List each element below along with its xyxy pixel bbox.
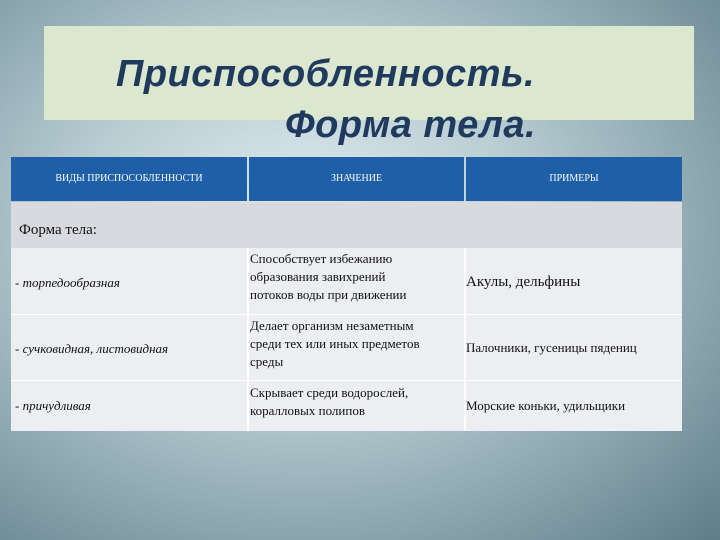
page-title-line-2: Форма тела. xyxy=(285,104,537,146)
row-2-meaning-line-2: среди тех или иных предметов xyxy=(250,336,420,351)
row-2-meaning-line-1: Делает организм незаметным xyxy=(250,318,414,333)
column-divider xyxy=(247,248,249,431)
title-box xyxy=(44,26,694,146)
row-1-meaning xyxy=(250,250,468,304)
adaptation-table xyxy=(11,157,682,431)
row-3-kind: - причудливая xyxy=(15,398,91,413)
section-band xyxy=(11,202,682,248)
page-title-line-1: Приспособленность. xyxy=(116,53,536,95)
row-3-example: Морские коньки, удильщики xyxy=(466,398,626,413)
row-3-meaning xyxy=(250,384,468,420)
header-meaning: ЗНАЧЕНИЕ xyxy=(249,157,464,201)
row-3-meaning-line-1: Скрывает среди водорослей, xyxy=(250,385,409,400)
row-divider xyxy=(11,314,682,315)
row-2-kind: - сучковидная, листовидная xyxy=(15,341,169,356)
header-kinds: ВИДЫ ПРИСПОСОБЛЕННОСТИ xyxy=(11,157,247,201)
row-1-meaning-line-3: потоков воды при движении xyxy=(250,287,407,302)
row-2-meaning xyxy=(250,317,468,371)
row-1-kind: - торпедообразная xyxy=(15,275,120,290)
row-1-meaning-line-1: Способствует избежанию xyxy=(250,251,393,266)
row-2-example: Палочники, гусеницы пядениц xyxy=(466,340,637,355)
header-examples: ПРИМЕРЫ xyxy=(466,157,682,201)
row-1-example: Акулы, дельфины xyxy=(466,274,581,290)
section-label: Форма тела: xyxy=(19,222,97,238)
row-3-meaning-line-2: коралловых полипов xyxy=(250,403,365,418)
row-1-meaning-line-2: образования завихрений xyxy=(250,269,386,284)
row-divider xyxy=(11,380,682,381)
row-2-meaning-line-3: среды xyxy=(250,354,284,369)
